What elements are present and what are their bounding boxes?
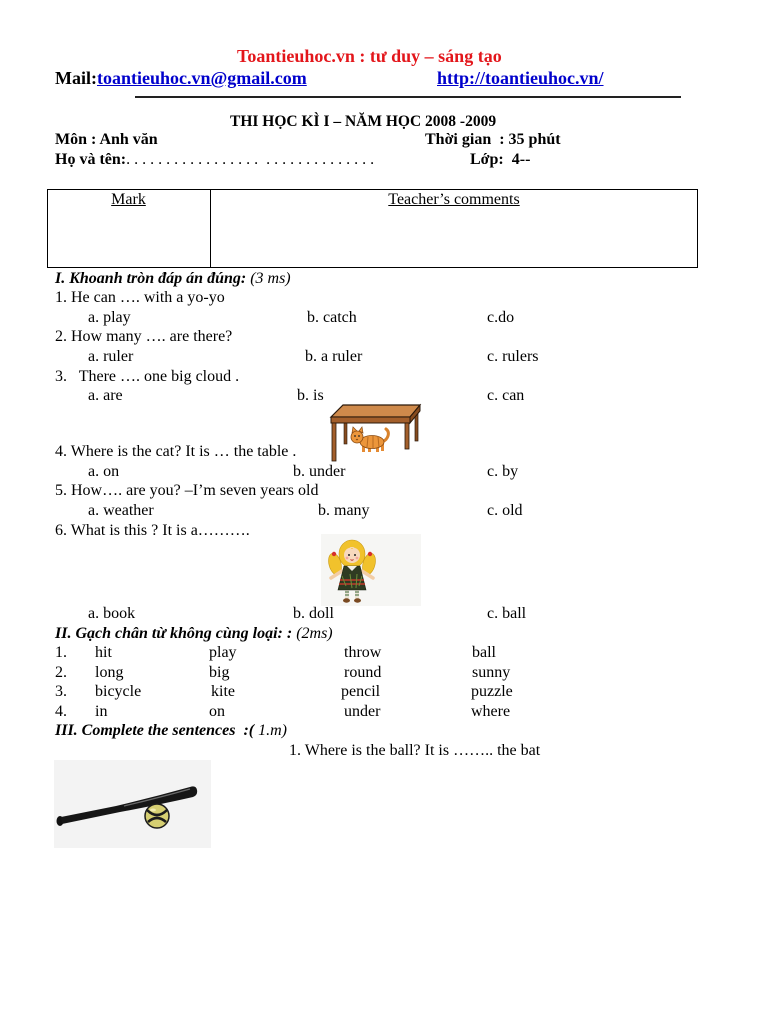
row-4-word-1[interactable]: in (95, 703, 108, 720)
row-3-word-2[interactable]: kite (211, 683, 235, 700)
site-slogan: Toantieuhoc.vn : tư duy – sáng tạo (237, 46, 502, 66)
question-5-option-b[interactable]: b. many (318, 502, 370, 519)
question-2-option-c[interactable]: c. rulers (487, 348, 539, 365)
section-3-heading: III. Complete the sentences :( (55, 722, 255, 739)
question-5-option-a[interactable]: a. weather (88, 502, 154, 519)
class-label: Lớp: 4-- (470, 151, 531, 168)
table (331, 405, 420, 461)
row-4-word-3[interactable]: under (344, 703, 381, 720)
mail-label: Mail: (55, 68, 97, 88)
row-1-word-4[interactable]: ball (472, 644, 496, 661)
mail-line (55, 67, 307, 89)
question-6-option-c[interactable]: c. ball (487, 605, 527, 622)
row-1-word-2[interactable]: play (209, 644, 237, 661)
question-3: 3. There …. one big cloud . (55, 368, 240, 385)
row-3-number: 3. (55, 683, 67, 700)
section-1-points: (3 ms) (250, 270, 291, 287)
sentence-1: 1. Where is the ball? It is …….. the bat (289, 742, 541, 759)
question-2-option-b[interactable]: b. a ruler (305, 348, 363, 365)
question-2-option-a[interactable]: a. ruler (88, 348, 134, 365)
section-2-title (55, 624, 333, 644)
row-3-word-1[interactable]: bicycle (95, 683, 142, 700)
row-1-number: 1. (55, 644, 67, 661)
question-1-option-a[interactable]: a. play (88, 309, 131, 326)
question-3-option-c[interactable]: c. can (487, 387, 525, 404)
question-6-option-a[interactable]: a. book (88, 605, 136, 622)
email-link[interactable]: toantieuhoc.vn@gmail.com (97, 68, 307, 88)
row-1-word-1[interactable]: hit (95, 644, 112, 661)
row-4-number: 4. (55, 703, 67, 720)
section-3-points: 1.m) (258, 722, 287, 739)
section-2-points: (2ms) (296, 625, 333, 642)
question-5-option-c[interactable]: c. old (487, 502, 523, 519)
website-link[interactable]: http://toantieuhoc.vn/ (437, 68, 604, 88)
student-name-blank: . . . . . . . . . . . . . . . . . . . . . . . . . . . . . . . (126, 151, 375, 168)
question-1-option-b[interactable]: b. catch (307, 309, 357, 326)
cat (351, 427, 388, 452)
doll-illustration (321, 534, 421, 606)
teacher-comments-header: Teacher’s comments (388, 191, 520, 208)
row-2-word-3[interactable]: round (344, 664, 382, 681)
question-1-option-c[interactable]: c.do (487, 309, 515, 326)
row-2-word-4[interactable]: sunny (472, 664, 511, 681)
section-1-title (55, 269, 291, 289)
question-1: 1. He can …. with a yo-yo (55, 289, 225, 306)
question-6-option-b[interactable]: b. doll (293, 605, 334, 622)
time-label: Thời gian : 35 phút (425, 131, 561, 148)
mark-header: Mark (111, 191, 146, 208)
row-4-word-4[interactable]: where (471, 703, 511, 720)
question-4-option-b[interactable]: b. under (293, 463, 346, 480)
row-3-word-4[interactable]: puzzle (471, 683, 513, 700)
row-1-word-3[interactable]: throw (344, 644, 382, 661)
row-2-word-2[interactable]: big (209, 664, 230, 681)
exam-title: THI HỌC KÌ I – NĂM HỌC 2008 -2009 (230, 113, 497, 130)
section-1-heading: I. Khoanh tròn đáp án đúng: (55, 270, 247, 287)
student-name-label: Họ và tên: (55, 151, 127, 168)
table-with-cat-illustration (328, 402, 422, 464)
subject-label: Môn : Anh văn (55, 131, 158, 148)
question-3-option-b[interactable]: b. is (297, 387, 324, 404)
question-3-option-a[interactable]: a. are (88, 387, 123, 404)
question-4: 4. Where is the cat? It is … the table . (55, 443, 297, 460)
section-3-title (55, 721, 287, 741)
question-5: 5. How…. are you? –I’m seven years old (55, 482, 319, 499)
row-3-word-3[interactable]: pencil (341, 683, 381, 700)
section-2-heading: II. Gạch chân từ không cùng loại: : (55, 625, 293, 642)
row-4-word-2[interactable]: on (209, 703, 225, 720)
question-4-option-c[interactable]: c. by (487, 463, 519, 480)
header-divider (135, 96, 681, 98)
ball (145, 804, 169, 828)
student-name-line (55, 150, 374, 170)
question-2: 2. How many …. are there? (55, 328, 233, 345)
bat-and-ball-illustration (54, 760, 211, 848)
row-2-number: 2. (55, 664, 67, 681)
row-2-word-1[interactable]: long (95, 664, 124, 681)
question-6: 6. What is this ? It is a………. (55, 522, 250, 539)
question-4-option-a[interactable]: a. on (88, 463, 120, 480)
